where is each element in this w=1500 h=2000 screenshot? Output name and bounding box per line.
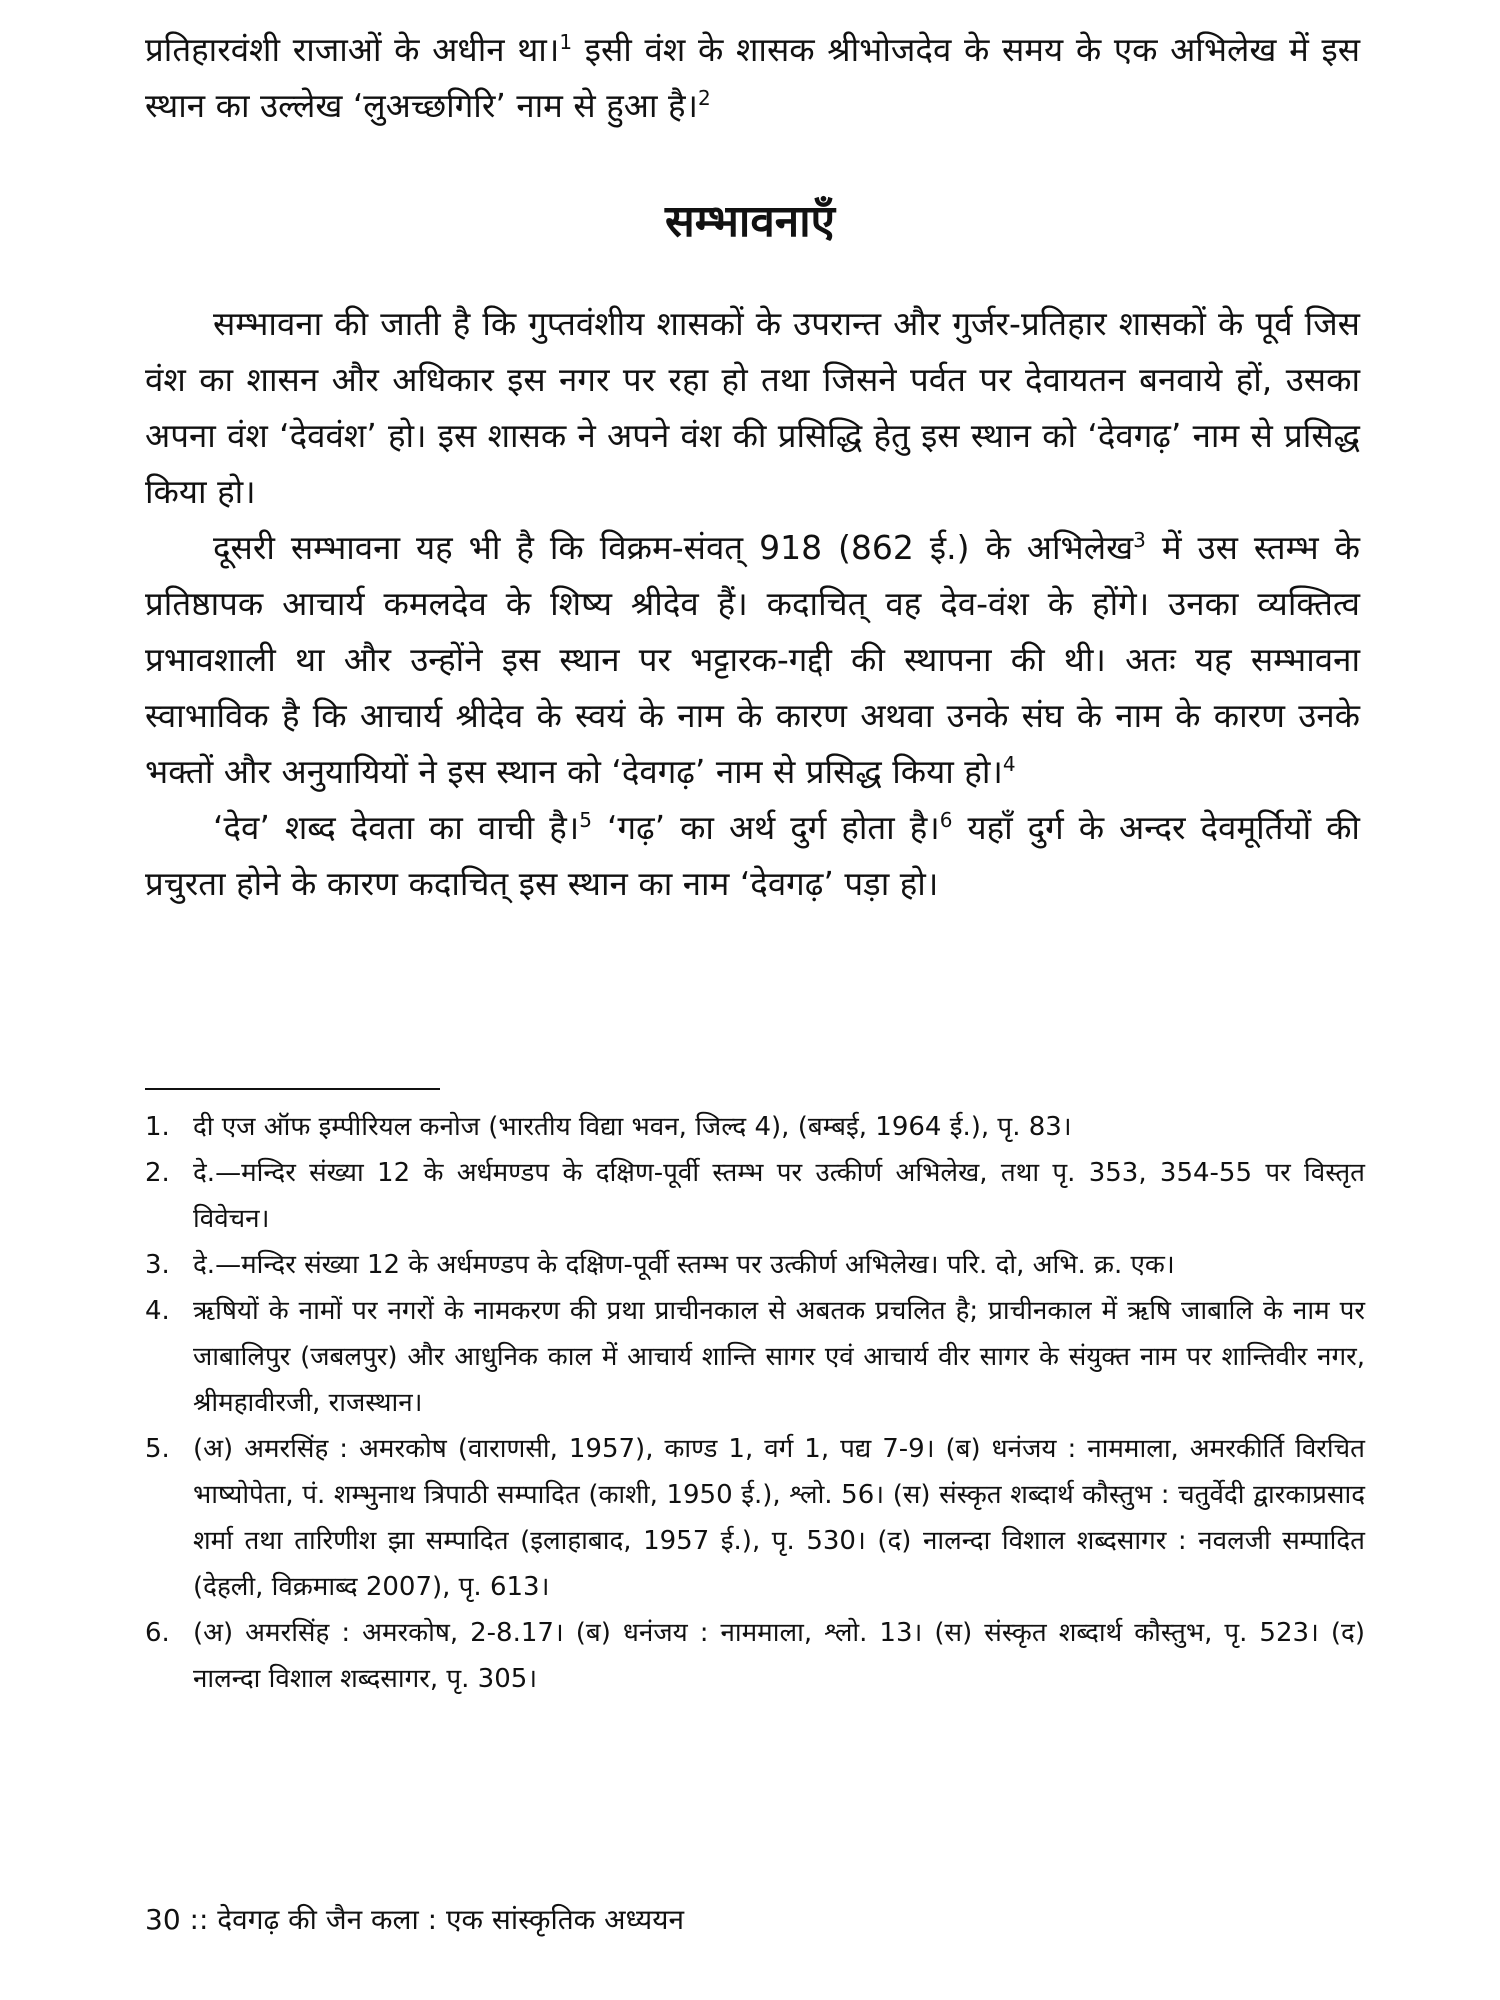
footnote-ref-4[interactable]: 4 xyxy=(1002,752,1016,776)
footnote-divider xyxy=(145,1088,440,1090)
footnotes-list xyxy=(145,1104,1365,1702)
footnote-item xyxy=(145,1242,1365,1288)
paragraph-2 xyxy=(145,520,1360,800)
footnote-text: (अ) अमरसिंह : अमरकोष (वाराणसी, 1957), काण्ड 1, वर्ग 1, पद्य 7-9। (ब) धनंजय : नाममाला, अमरकीर्ति विरचित भाष्योपेता, पं. शम्भुनाथ त्रिपाठी सम्पादित (काशी, 1950 ई.), श्लो. 56। (स) संस्कृत शब्दार्थ कौस्तुभ : चतुर्वेदी द्वारकाप्रसाद शर्मा तथा तारिणीश झा सम्पादित (इलाहाबाद, 1957 ई.), पृ. 530। (द) नालन्दा विशाल शब्दसागर : नवलजी सम्पादित (देहली, विक्रमाब्द 2007), पृ. 613। xyxy=(193,1434,1365,1602)
paragraph-2-text-a: दूसरी सम्भावना यह भी है कि विक्रम-संवत् 918 (862 ई.) के अभिलेख xyxy=(213,528,1134,567)
footnote-item xyxy=(145,1104,1365,1150)
intro-text-2: इसी वंश के शासक श्रीभोजदेव के समय के एक अभिलेख में इस स्थान का उल्लेख ‘लुअच्छगिरि’ नाम से हुआ है। xyxy=(145,30,1360,125)
body-paragraphs xyxy=(145,296,1360,912)
footnote-ref-3[interactable]: 3 xyxy=(1133,528,1146,552)
footnote-text: (अ) अमरसिंह : अमरकोष, 2-8.17। (ब) धनंजय : नाममाला, श्लो. 13। (स) संस्कृत शब्दार्थ कौस्तुभ, पृ. 523। (द) नालन्दा विशाल शब्दसागर, पृ. 305। xyxy=(193,1618,1365,1694)
footnote-ref-6[interactable]: 6 xyxy=(939,808,953,832)
footnote-number: 2. xyxy=(145,1158,170,1188)
footnote-number: 5. xyxy=(145,1434,170,1464)
paragraph-2-text-b: में उस स्तम्भ के प्रतिष्ठापक आचार्य कमलदेव के शिष्य श्रीदेव हैं। कदाचित् वह देव-वंश के होंगे। उनका व्यक्तित्व प्रभावशाली था और उन्होंने इस स्थान पर भट्टारक-गद्दी की स्थापना की थी। अतः यह सम्भावना स्वाभाविक है कि आचार्य श्रीदेव के स्वयं के नाम के कारण अथवा उनके संघ के नाम के कारण उनके भक्तों और अनुयायियों ने इस स्थान को ‘देवगढ़’ नाम से प्रसिद्ध किया हो। xyxy=(145,528,1360,791)
footnote-item xyxy=(145,1150,1365,1242)
page-footer: 30 :: देवगढ़ की जैन कला : एक सांस्कृतिक अध्ययन xyxy=(145,1903,685,1936)
footnote-number: 3. xyxy=(145,1250,170,1280)
paragraph-3-text-a: ‘देव’ शब्द देवता का वाची है। xyxy=(213,808,580,847)
footnote-item xyxy=(145,1426,1365,1610)
footnote-number: 1. xyxy=(145,1112,170,1142)
footnote-item xyxy=(145,1610,1365,1702)
section-heading: सम्भावनाएँ xyxy=(665,196,835,247)
paragraph-3-text-b: ‘गढ़’ का अर्थ दुर्ग होता है। xyxy=(591,808,940,847)
footnote-number: 6. xyxy=(145,1618,170,1648)
paragraph-1: सम्भावना की जाती है कि गुप्तवंशीय शासकों के उपरान्त और गुर्जर-प्रतिहार शासकों के पूर्व जिस वंश का शासन और अधिकार इस नगर पर रहा हो तथा जिसने पर्वत पर देवायतन बनवाये हों, उसका अपना वंश ‘देववंश’ हो। इस शासक ने अपने वंश की प्रसिद्धि हेतु इस स्थान को ‘देवगढ़’ नाम से प्रसिद्ध किया हो। xyxy=(145,304,1360,511)
footnote-text: दे.—मन्दिर संख्या 12 के अर्धमण्डप के दक्षिण-पूर्वी स्तम्भ पर उत्कीर्ण अभिलेख। परि. दो, अभि. क्र. एक। xyxy=(193,1250,1175,1280)
footnote-text: ऋषियों के नामों पर नगरों के नामकरण की प्रथा प्राचीनकाल से अबतक प्रचलित है; प्राचीनकाल में ऋषि जाबालि के नाम पर जाबालिपुर (जबलपुर) और आधुनिक काल में आचार्य शान्ति सागर एवं आचार्य वीर सागर के संयुक्त नाम पर शान्तिवीर नगर, श्रीमहावीरजी, राजस्थान। xyxy=(193,1296,1365,1418)
footnote-number: 4. xyxy=(145,1296,170,1326)
footnote-ref-2[interactable]: 2 xyxy=(697,86,711,110)
footnote-text: दे.—मन्दिर संख्या 12 के अर्धमण्डप के दक्षिण-पूर्वी स्तम्भ पर उत्कीर्ण अभिलेख, तथा पृ. 353, 354-55 पर विस्तृत विवेचन। xyxy=(193,1158,1365,1234)
intro-paragraph xyxy=(145,22,1360,134)
footnote-ref-5[interactable]: 5 xyxy=(579,808,592,832)
paragraph-3 xyxy=(145,800,1360,912)
footnote-text: दी एज ऑफ इम्पीरियल कनोज (भारतीय विद्या भवन, जिल्द 4), (बम्बई, 1964 ई.), पृ. 83। xyxy=(193,1112,1072,1142)
paragraph-3-text-c: यहाँ दुर्ग के अन्दर देवमूर्तियों की प्रचुरता होने के कारण कदाचित् इस स्थान का नाम ‘देवगढ़’ पड़ा हो। xyxy=(145,808,1360,903)
footnote-ref-1[interactable]: 1 xyxy=(559,30,573,54)
intro-text: प्रतिहारवंशी राजाओं के अधीन था। xyxy=(145,30,560,69)
footnote-item xyxy=(145,1288,1365,1426)
